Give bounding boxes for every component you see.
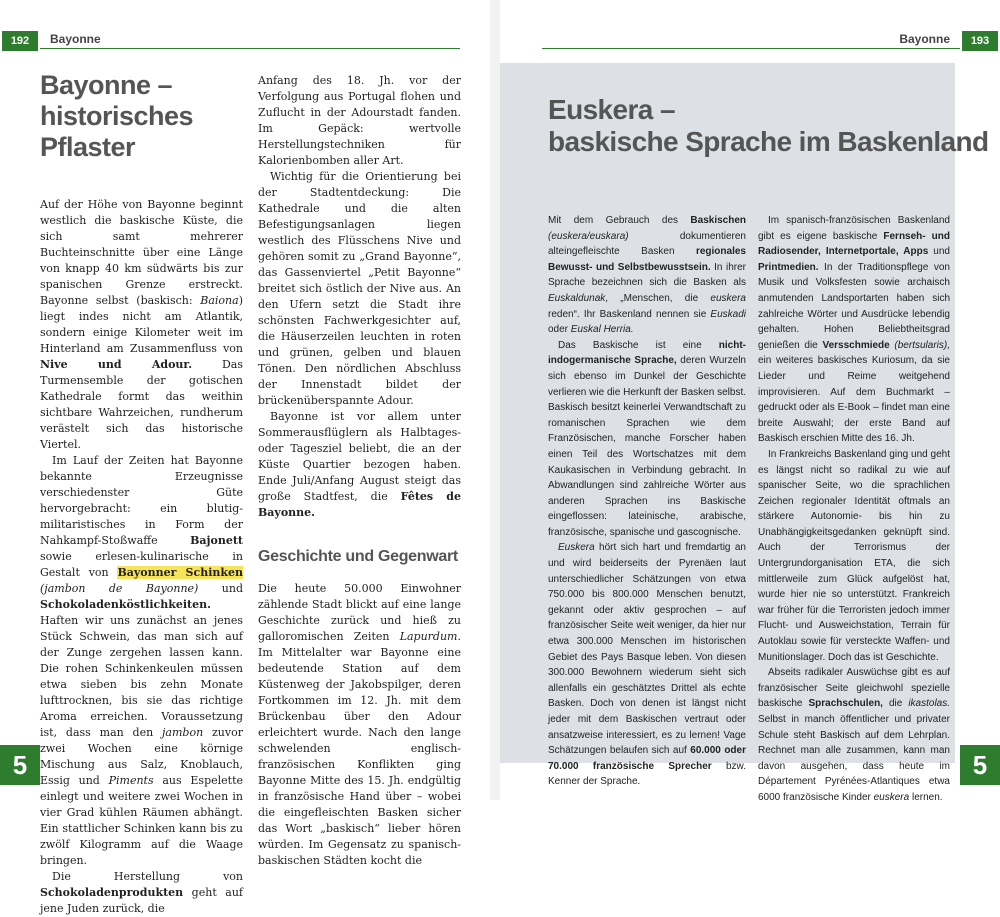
- right-column-1: [548, 213, 746, 790]
- paragraph: Bayonne ist vor allem unter Sommerausflüglern als Halbtages- oder Tagesziel beliebt, die an der Küste Quartier bezogen haben. Ende Juli/Anfang August steigt das große Stadtfest, die Fêtes de Bayonne.: [258, 410, 461, 519]
- title-line-1: Bayonne –: [40, 70, 173, 100]
- running-head-left: Bayonne: [50, 32, 101, 46]
- paragraph: Wichtig für die Orientierung bei der Stadtentdeckung: Die Kathedrale und die alten Befestigungsanlagen liegen westlich des Flüsschens Nive und gehören somit zu „Grand Bayonne“, das Gassenviertel „Petit Bayonne“ breitet sich östlich der Nive aus. An den Ufern setzt die Stadt ihre schönsten Fachwerkgesichter auf, die Häuserzeilen leuchten in roten und grünen, gelben und blauen Tönen. Den nördlichen Abschluss der Innenstadt bildet der brückenüberspannte Adour.: [258, 170, 461, 407]
- left-column-1: [40, 197, 243, 917]
- article-title: [40, 70, 193, 163]
- paragraph: Im Lauf der Zeiten hat Bayonne bekannte Erzeugnisse verschiedenster Güte hervorgebracht: ein blutig-militaristisches in Form der Nahkampf-Stoßwaffe Bajonett sowie erlesen-kulinarische in Gestalt von Bayonner Schinken (jambon de Bayonne) und Schokoladenköstlichkeiten. Haften wir uns zunächst an jenes Stück Schwein, das man sich auf der Zunge zergehen lassen kann. Die rohen Schinkenkeulen müssen etwa sieben bis zehn Monate lufttrocknen, bis sie das richtige Aroma erreichen. Voraussetzung ist, dass man den jambon zuvor zwei Wochen eine körnige Mischung aus Salz, Knoblauch, Essig und Piments aus Espelette einlegt und weitere zwei Wochen in vier Grad kühlen Räumen abhängt. Ein stattlicher Schinken kann bis zu zwölf Kilogramm auf die Waage bringen.: [40, 454, 243, 867]
- paragraph: In Frankreichs Baskenland ging und geht es längst nicht so radikal zu wie auf spanischer Seite, wo die sprachlichen Zeichen regionaler Identität oftmals an stärkere Autonomie- bis hin zu Unabhängigkeitsgedanken geknüpft sind. Auch der Terrorismus der Untergrundorganisation ETA, die sich mittlerweile zum Glück aufgelöst hat, wurde hier nie so unterstützt. Frankreich war früher für die Terroristen jedoch immer Flucht- und Ausweichstation, Terrain für Autoklau sowie für versteckte Waffen- und Munitionslager. Doch das ist Geschichte.: [758, 448, 950, 663]
- right-page: [500, 0, 1000, 803]
- box-title-line-1: Euskera –: [548, 94, 675, 125]
- header-rule-right: [542, 48, 960, 49]
- running-head-right: Bayonne: [899, 32, 950, 46]
- chapter-tab-left: 5: [0, 745, 40, 785]
- page-number-left: 192: [2, 31, 38, 51]
- page-number-right: 193: [962, 31, 998, 51]
- paragraph: Das Baskische ist eine nicht-indogermanische Sprache, deren Wurzeln sich ebenso im Dunkel der Geschichte verlieren wie die Herkunft der Basken selbst. Baskisch besitzt keinerlei Verwandtschaft zu romanischen Sprachen wie dem Französischen, manche Forscher haben einen Teil des Wortschatzes mit dem Kaukasischen in Verbindung gebracht. In Abwandlungen sind zahlreiche Wörter aus anderen Sprachen ins Baskische eingeflossen: lateinische, arabische, französische, spanische und gascognische.: [548, 339, 746, 538]
- paragraph: Mit dem Gebrauch des Baskischen (euskera/euskara) dokumentieren alteingefleischte Basken regionales Bewusst- und Selbstbewusstsein. In ihrer Sprache bezeichnen sich die Basken als Euskaldunak, „Menschen, die euskera reden“. Ihr Baskenland nennen sie Euskadi oder Euskal Herria.: [548, 215, 746, 336]
- box-title: [548, 94, 989, 158]
- paragraph: Die heute 50.000 Einwohner zählende Stadt blickt auf eine lange Geschichte zurück und hieß zu galloromischen Zeiten Lapurdum. Im Mittelalter war Bayonne eine bedeutende Station auf dem Küstenweg der Jakobspilger, deren Fortkommen im 12. Jh. mit dem Brückenbau über den Adour erleichtert wurde. Nach den lange schwelenden englisch-französischen Konflikten ging Bayonne Mitte des 15. Jh. endgültig in französische Hand über – wobei die eingefleischten Basken sicher das Wort „baskisch“ lieber hören würden. Im Gegensatz zu spanisch-baskischen Städten kocht die: [258, 582, 461, 867]
- chapter-tab-right: 5: [960, 745, 1000, 785]
- left-column-2: [258, 73, 461, 869]
- left-page: [0, 0, 490, 915]
- paragraph: Abseits radikaler Auswüchse gibt es auf französischer Seite gleichwohl spezielle baskische Sprachschulen, die ikastolas. Selbst in manch öffentlicher und privater Schule steht Baskisch auf dem Lehrplan. Rechnet man alle zusammen, kann man davon ausgehen, dass heute im Département Pyrénées-Atlantiques etwa 6000 französische Kinder euskera lernen.: [758, 667, 951, 803]
- paragraph: Anfang des 18. Jh. vor der Verfolgung aus Portugal flohen und Zuflucht in der Adourstadt fanden. Im Gepäck: wertvolle Herstellungstechniken für Kalorienbomben aller Art.: [258, 74, 461, 167]
- paragraph: Auf der Höhe von Bayonne beginnt westlich die baskische Küste, die sich samt mehrerer Buchteinschnitte über eine Länge von knapp 40 km südwärts bis zur spanischen Grenze erstreckt. Bayonne selbst (baskisch: Baiona) liegt indes nicht am Atlantik, sondern einige Kilometer weit im Hinterland am Zusammenfluss von Nive und Adour. Das Turmensemble der gotischen Kathedrale formt das weithin sichtbare Wahrzeichen, rundherum verästelt sich das historische Viertel.: [40, 198, 243, 451]
- title-line-3: Pflaster: [40, 132, 136, 162]
- gutter: [490, 0, 500, 800]
- paragraph: Im spanisch-französischen Baskenland gibt es eigene baskische Fernseh- und Radiosender, Internetportale, Apps und Printmedien. In der Traditionspflege von Musik und Volksfesten sowie archaisch anmutenden Landsportarten haben sich zahlreiche Wörter und Ausdrücke lebendig gehalten. Hohen Beliebtheitsgrad genießen die Versschmiede (bertsularis), ein weiteres baskisches Kuriosum, da sie Lieder und Reime weitgehend improvisieren. Auf dem Buchmarkt – gedruckt oder als E-Book – findet man eine breite Auswahl; der erste Band auf Baskisch erschien Mitte des 16. Jh.: [758, 215, 950, 445]
- section-heading: Geschichte und Gegenwart: [258, 548, 458, 565]
- paragraph: Die Herstellung von Schokoladenprodukten geht auf jene Juden zurück, die: [40, 870, 243, 915]
- right-column-2: [758, 213, 950, 806]
- header-rule-left: [40, 48, 460, 49]
- highlighted-term: Bayonner Schinken: [117, 566, 243, 579]
- box-title-line-2: baskische Sprache im Baskenland: [548, 126, 989, 157]
- paragraph: Euskera hört sich hart und fremdartig an und wird beiderseits der Pyrenäen laut unterschiedlicher Schätzungen von etwa 750.000 bis 800.000 Menschen benutzt, gekannt oder aktiv gesprochen – auf französischer Seite weit weniger, da hier nur etwa 300.000 Menschen im historischen Gebiet des Pays Basque leben. Von diesen 300.000 Bewohnern wiederum sieht sich allenfalls ein geschätztes Drittel als echte Basken. Doch von denen ist längst nicht jeder mit dem Baskischen vertraut oder ansatzweise interessiert, es zu lernen! Vage Schätzungen belaufen sich auf 60.000 oder 70.000 französische Sprecher bzw. Kenner der Sprache.: [548, 542, 746, 788]
- title-line-2: historisches: [40, 101, 194, 131]
